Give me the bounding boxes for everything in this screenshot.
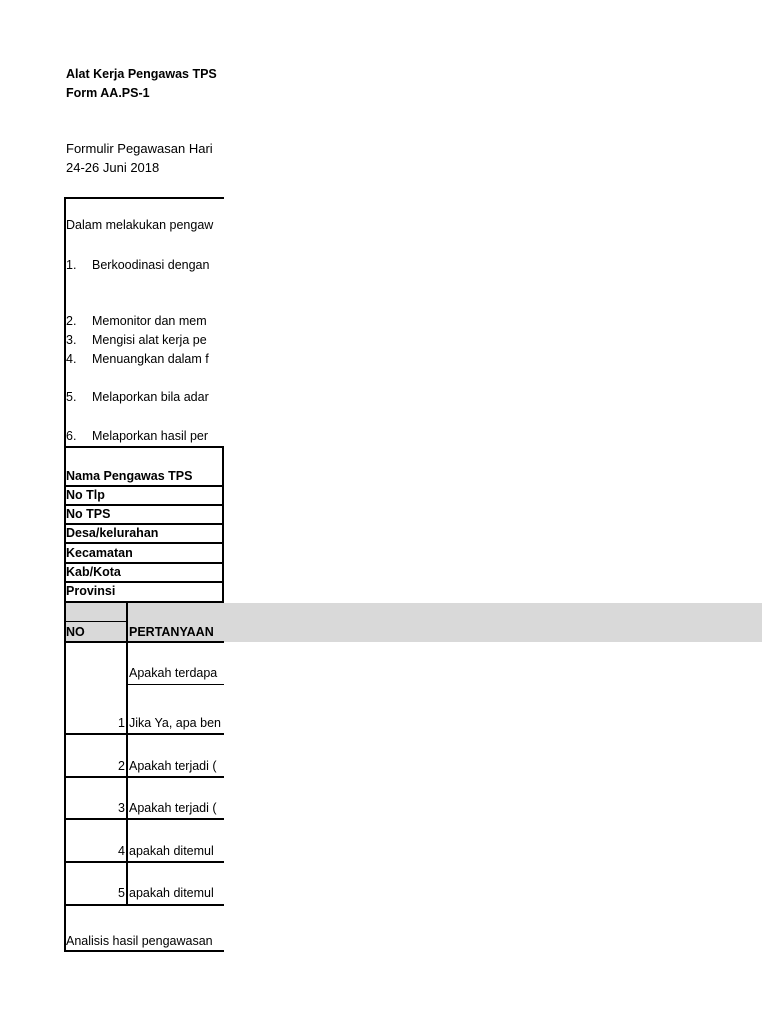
intro-item-num: 6. bbox=[66, 429, 77, 443]
question-text: Apakah terjadi ( bbox=[129, 759, 217, 773]
intro-item-num: 3. bbox=[66, 333, 77, 347]
field-label-no-tlp: No Tlp bbox=[66, 488, 105, 502]
row-divider bbox=[64, 523, 224, 525]
question-text: Apakah terjadi ( bbox=[129, 801, 217, 815]
question-text: Apakah terdapa bbox=[129, 666, 218, 680]
analysis-label: Analisis hasil pengawasan bbox=[66, 934, 213, 948]
question-text: apakah ditemul bbox=[129, 844, 214, 858]
field-label-nama-pengawas: Nama Pengawas TPS bbox=[66, 469, 193, 483]
intro-item-num: 4. bbox=[66, 352, 77, 366]
row-divider bbox=[64, 904, 224, 906]
field-label-provinsi: Provinsi bbox=[66, 584, 116, 598]
identity-top-border bbox=[64, 446, 224, 448]
intro-text: Dalam melakukan pengaw bbox=[66, 218, 214, 232]
row-divider bbox=[64, 776, 224, 778]
sub-row-divider bbox=[128, 684, 224, 685]
row-divider bbox=[64, 818, 224, 820]
field-label-no-tps: No TPS bbox=[66, 507, 111, 521]
intro-item-text: Melaporkan hasil per bbox=[92, 429, 209, 443]
row-divider bbox=[64, 485, 224, 487]
intro-item-num: 2. bbox=[66, 314, 77, 328]
no-column-divider bbox=[126, 601, 128, 905]
question-number: 2 bbox=[118, 759, 125, 773]
intro-item-text: Memonitor dan mem bbox=[92, 314, 207, 328]
box-top-border bbox=[64, 197, 224, 199]
row-divider bbox=[64, 641, 224, 643]
question-number: 3 bbox=[118, 801, 125, 815]
row-divider bbox=[64, 601, 224, 603]
column-header-pertanyaan: PERTANYAAN bbox=[129, 625, 214, 639]
form-subtitle: Formulir Pegawasan Hari bbox=[66, 141, 213, 156]
question-text: apakah ditemul bbox=[129, 886, 214, 900]
intro-item-num: 1. bbox=[66, 258, 77, 272]
box-bottom-border bbox=[64, 950, 224, 952]
field-label-desa: Desa/kelurahan bbox=[66, 526, 159, 540]
form-code: Form AA.PS-1 bbox=[66, 86, 150, 100]
intro-item-text: Berkoodinasi dengan bbox=[92, 258, 210, 272]
question-subtext: Jika Ya, apa ben bbox=[129, 716, 221, 730]
row-divider bbox=[64, 581, 224, 583]
intro-item-num: 5. bbox=[66, 390, 77, 404]
form-header-title: Alat Kerja Pengawas TPS bbox=[66, 67, 217, 81]
question-number: 5 bbox=[118, 886, 125, 900]
row-divider bbox=[64, 861, 224, 863]
row-divider bbox=[64, 621, 126, 622]
row-divider bbox=[64, 733, 224, 735]
row-divider bbox=[64, 504, 224, 506]
question-number: 4 bbox=[118, 844, 125, 858]
form-date: 24-26 Juni 2018 bbox=[66, 160, 160, 175]
intro-item-text: Melaporkan bila adar bbox=[92, 390, 209, 404]
sheet-clip-region bbox=[0, 0, 224, 1024]
intro-item-text: Menuangkan dalam f bbox=[92, 352, 209, 366]
row-divider bbox=[64, 562, 224, 564]
field-label-kabkota: Kab/Kota bbox=[66, 565, 121, 579]
question-number: 1 bbox=[118, 716, 125, 730]
intro-item-text: Mengisi alat kerja pe bbox=[92, 333, 207, 347]
field-label-kecamatan: Kecamatan bbox=[66, 546, 133, 560]
row-divider bbox=[64, 542, 224, 544]
column-header-no: NO bbox=[66, 625, 85, 639]
